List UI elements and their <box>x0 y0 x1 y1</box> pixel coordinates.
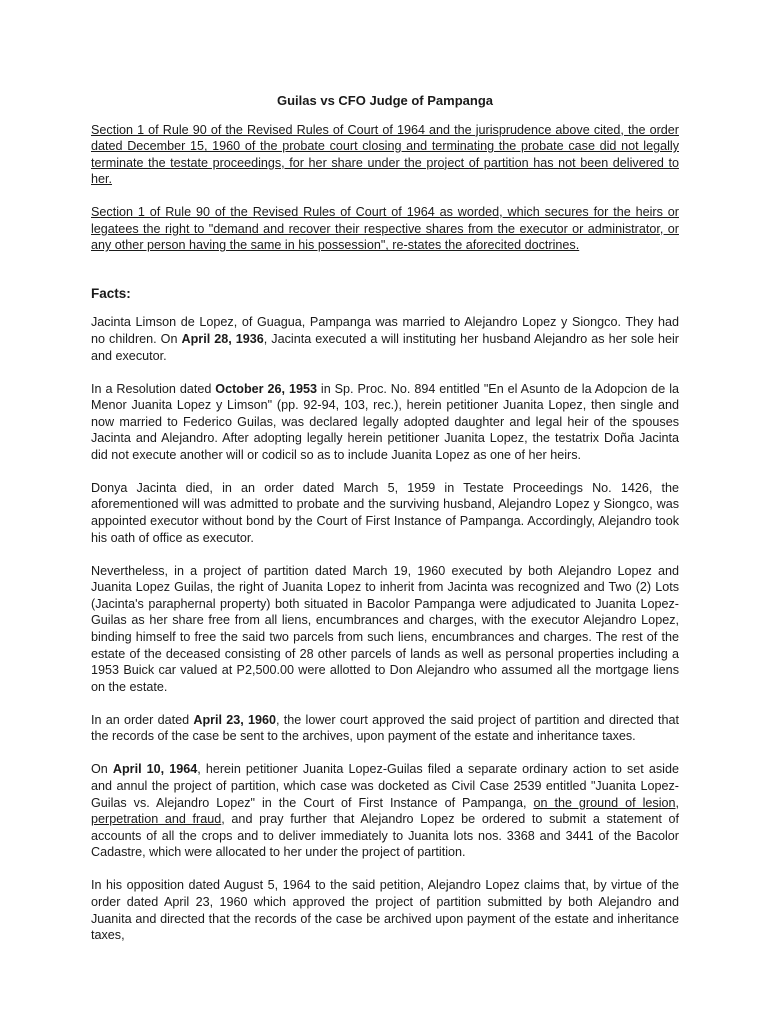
doctrine-paragraph-2: Section 1 of Rule 90 of the Revised Rules of Court of 1964 as worded, which secures for the heirs or legatees the right to "demand and recover their respective shares from the executor or administrator, or any other person having the same in his possession", re-states the aforecited doctrines. <box>91 204 679 253</box>
doctrine-paragraph-1: Section 1 of Rule 90 of the Revised Rules of Court of 1964 and the jurisprudence above cited, the order dated December 15, 1960 of the probate court closing and terminating the probate case did not legally terminate the testate proceedings, for her share under the project of partition has not been delivered to her. <box>91 122 679 187</box>
date-bold: April 28, 1936 <box>181 331 264 346</box>
facts-paragraph-4: Nevertheless, in a project of partition dated March 19, 1960 executed by both Alejandro Lopez and Juanita Lopez Guilas, the right of Juanita Lopez to inherit from Jacinta was recognized and Two (2) Lots (Jacinta's paraphernal property) both situated in Bacolor Pampanga were adjudicated to Juanita Lopez-Guilas as her share free from all liens, encumbrances and charges, with the executor Alejandro Lopez, binding himself to free the said two parcels from such liens, encumbrances and charges. The rest of the estate of the deceased consisting of 28 other parcels of lands as well as personal properties including a 1953 Buick car valued at P2,500.00 were allotted to Don Alejandro who assumed all the mortgage liens on the estate. <box>91 563 679 694</box>
date-bold: October 26, 1953 <box>215 381 317 396</box>
facts-paragraph-7: In his opposition dated August 5, 1964 to the said petition, Alejandro Lopez claims that, by virtue of the order dated April 23, 1960 which approved the project of partition submitted by both Alejandro and Juanita and directed that the records of the case be archived upon payment of the estate and inheritance taxes, <box>91 878 679 943</box>
text-span: Jacinta Limson de Lopez, of Guagua, Pampanga was married to Alejandro Lopez y Siongco. They had no children. On <box>91 315 679 346</box>
text-span: On <box>91 762 113 777</box>
page-title: Guilas vs CFO Judge of Pampanga <box>277 93 493 108</box>
text-span: , and pray further that Alejandro Lopez be ordered to submit a statement of accounts of all the crops and to deliver immediately to Juanita lots nos. 3368 and 3441 of the Bacolor Cadastre, which were allocated to her under the project of partition. <box>91 812 679 860</box>
text-span: in Sp. Proc. No. 894 entitled "En el Asunto de la Adopcion de la Menor Juanita Lopez y Limson" (pp. 92-94, 103, rec.), herein petitioner Juanita Lopez, then single and now married to Federico Guilas, was declared legally adopted daughter and legal heir of the spouses Jacinta and Alejandro. After adopting legally herein petitioner Juanita Lopez, the testatrix Doña Jacinta did not execute another will or codicil so as to include Juanita Lopez as one of her heirs. <box>91 381 680 462</box>
facts-paragraph-3: Donya Jacinta died, in an order dated March 5, 1959 in Testate Proceedings No. 1426, the aforementioned will was admitted to probate and the surviving husband, Alejandro Lopez y Siongco, was appointed executor without bond by the Court of First Instance of Pampanga. Accordingly, Alejandro took his oath of office as executor. <box>91 480 679 545</box>
facts-paragraph-1 <box>91 314 679 364</box>
facts-paragraph-5 <box>91 712 679 745</box>
facts-paragraph-2 <box>91 381 679 464</box>
facts-heading: Facts: <box>91 285 131 301</box>
text-span: , the lower court approved the said project of partition and directed that the records of the case be sent to the archives, upon payment of the estate and inheritance taxes. <box>91 712 679 744</box>
text-span: , Jacinta executed a will instituting her husband Alejandro as her sole heir and executor. <box>91 331 679 363</box>
text-span: In an order dated <box>91 712 194 727</box>
underlined-text: on the ground of lesion, perpetration and fraud <box>91 795 680 827</box>
text-span: In a Resolution dated <box>91 381 216 396</box>
facts-paragraph-6 <box>91 761 679 861</box>
text-span: , herein petitioner Juanita Lopez-Guilas filed a separate ordinary action to set aside and annul the project of partition, which case was docketed as Civil Case 2539 entitled "Juanita Lopez-Guilas vs. Alejandro Lopez" in the Court of First Instance of Pampanga, <box>91 762 679 810</box>
date-bold: April 23, 1960 <box>193 712 277 727</box>
date-bold: April 10, 1964 <box>112 762 198 777</box>
